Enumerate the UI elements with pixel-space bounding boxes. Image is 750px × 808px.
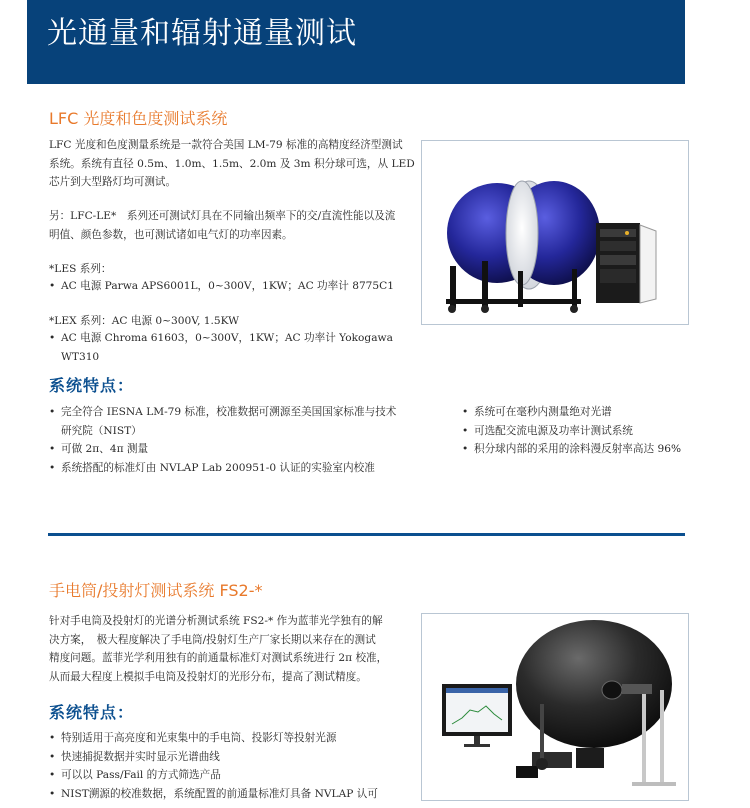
list-item: • NIST溯源的校准数据，系统配置的前通量标准灯具备 NVLAP 认可 — [49, 785, 429, 804]
lfc-features-left — [49, 403, 429, 477]
list-item: • AC 电源 Parwa APS6001L，0~300V，1KW；AC 功率计 8775C1 — [49, 277, 429, 296]
flashlight-test-system-illustration — [422, 614, 688, 800]
integrating-sphere-illustration — [422, 141, 688, 324]
fs2-intro-line: 针对手电筒及投射灯的光谱分析测试系统 FS2-* 作为蓝菲光学独有的解 — [49, 615, 383, 627]
lfc-product-image — [421, 140, 689, 325]
fs2-features-heading: 系统特点： — [49, 703, 135, 722]
list-item: • 可选配交流电源及功率计测试系统 — [462, 422, 702, 441]
list-item: • 系统可在毫秒内测量绝对光谱 — [462, 403, 702, 422]
lfc-section-title: LFC 光度和色度测试系统 — [49, 109, 228, 128]
fs2-intro-line: 从而最大程度上模拟手电筒及投射灯的光形分布，提高了测试精度。 — [49, 670, 367, 683]
lfc-note-line: 明值、颜色参数，也可测试诸如电气灯的功率因素。 — [49, 228, 293, 241]
lfc-intro-line: LFC 光度和色度测量系统是一款符合美国 LM-79 标准的高精度经济型测试 — [49, 139, 403, 151]
lfc-intro-line: 芯片到大型路灯均可测试。 — [49, 176, 177, 188]
page-title: 光通量和辐射通量测试 — [47, 16, 357, 51]
lfc-note — [49, 207, 419, 244]
lex-label: *LEX 系列：AC 电源 0~300V, 1.5KW — [49, 315, 240, 327]
fs2-features-list — [49, 729, 429, 803]
feature-text-cont: 研究院（NIST） — [61, 424, 142, 437]
list-item — [49, 403, 429, 440]
les-list — [49, 277, 429, 296]
fs2-product-image — [421, 613, 689, 801]
lfc-features-heading: 系统特点： — [49, 376, 135, 395]
list-item: • 积分球内部的采用的涂料漫反射率高达 96% — [462, 440, 702, 459]
section-divider — [48, 533, 685, 536]
lfc-intro-line: 系统。系统有直径 0.5m、1.0m、1.5m、2.0m 及 3m 积分球可选，从 LED — [49, 157, 415, 170]
lfc-features-right — [462, 403, 702, 459]
fs2-intro — [49, 612, 419, 686]
les-label: *LES 系列： — [49, 263, 112, 275]
header-banner — [27, 0, 685, 84]
feature-text: 完全符合 IESNA LM-79 标准，校准数据可溯源至美国国家标准与技术 — [61, 406, 397, 418]
list-item: • 快速捕捉数据并实时显示光谱曲线 — [49, 748, 429, 767]
list-item: • 系统搭配的标准灯由 NVLAP Lab 200951-0 认证的实验室内校准 — [49, 459, 429, 478]
lfc-intro — [49, 136, 419, 192]
fs2-intro-line: 决方案， 极大程度解决了手电筒/投射灯生产厂家长期以来存在的测试 — [49, 633, 376, 646]
list-item: • 特别适用于高亮度和光束集中的手电筒、投影灯等投射光源 — [49, 729, 429, 748]
lex-list — [49, 329, 429, 366]
lfc-note-line: 另：LFC-LE* 系列还可测试灯具在不同输出频率下的交/直流性能以及流 — [49, 210, 396, 222]
list-item: • AC 电源 Chroma 61603，0~300V，1KW；AC 功率计 Yokogawa WT310 — [49, 329, 429, 366]
list-item: • 可做 2π、4π 测量 — [49, 440, 429, 459]
fs2-section-title: 手电筒/投射灯测试系统 FS2-* — [49, 581, 263, 600]
fs2-intro-line: 精度问题。蓝菲光学利用独有的前通量标准灯对测试系统进行 2π 校准， — [49, 652, 388, 664]
list-item: • 可以以 Pass/Fail 的方式筛选产品 — [49, 766, 429, 785]
